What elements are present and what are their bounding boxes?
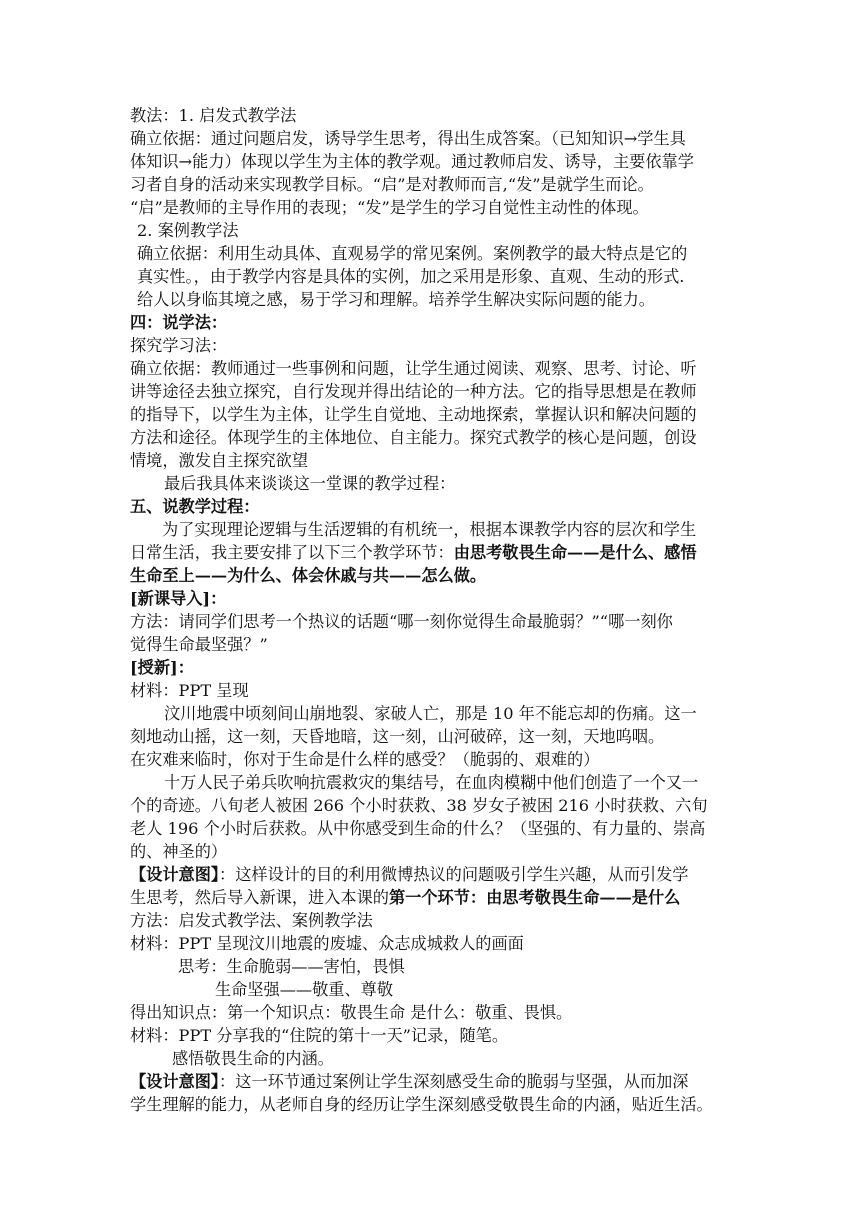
text-line: “启”是教师的主导作用的表现；“发”是学生的学习自觉性主动性的体现。 [130, 198, 649, 217]
text-span: 日常生活，我主要安排了以下三个教学环节： [130, 543, 454, 562]
text-line: 材料：PPT 呈现汶川地震的废墟、众志成城救人的画面 [130, 934, 524, 953]
text-line: 生命至上——为什么、体会休戚与共——怎么做。 [130, 566, 487, 585]
text-line: 确立依据：利用生动具体、直观易学的常见案例。案例教学的最大特点是它的 [137, 244, 688, 263]
text-line: 探究学习法： [130, 336, 228, 355]
bold-span: 由思考敬畏生命——是什么、感悟 [453, 543, 697, 562]
text-line: 2. 案例教学法 [137, 221, 239, 240]
subsection-heading: [新课导入]： [130, 589, 227, 608]
text-line: 材料：PPT 呈现 [130, 681, 249, 700]
text-line: 确立依据：教师通过一些事例和问题，让学生通过阅读、观察、思考、讨论、听 [130, 359, 697, 378]
text-line: 教法：1. 启发式教学法 [130, 106, 297, 125]
text-span: ：这一环节通过案例让学生深刻感受生命的脆弱与坚强，从而加深 [219, 1072, 689, 1091]
section-heading: 五、说教学过程： [130, 497, 260, 516]
text-line: 的、神圣的） [130, 842, 228, 861]
text-line: 情境，激发自主探究欲望 [130, 451, 309, 470]
text-line: 给人以身临其境之感，易于学习和理解。培养学生解决实际问题的能力。 [137, 290, 655, 309]
text-line: 在灾难来临时，你对于生命是什么样的感受？（脆弱的、艰难的） [130, 750, 600, 769]
text-line [130, 863, 688, 886]
text-line: 材料：PPT 分享我的“住院的第十一天”记录，随笔。 [130, 1026, 509, 1045]
text-line [130, 1070, 688, 1093]
text-line: 十万人民子弟兵吹响抗震救灾的集结号，在血肉模糊中他们创造了一个又一 [164, 773, 699, 792]
text-line: 刻地动山摇，这一刻，天昏地暗，这一刻，山河破碎，这一刻，天地呜咽。 [130, 727, 665, 746]
text-line: 习者自身的活动来实现教学目标。“启”是对教师而言,“发”是就学生而论。 [130, 175, 654, 194]
text-line: 觉得生命最坚强？” [130, 635, 268, 654]
bold-span: 【设计意图】 [130, 1072, 220, 1091]
text-line: 汶川地震中顷刻间山崩地裂、家破人亡，那是 10 年不能忘却的伤痛。这一 [164, 704, 697, 723]
text-line: 得出知识点：第一个知识点：敬畏生命 是什么：敬重、畏惧。 [130, 1003, 573, 1022]
text-line: 学生理解的能力，从老师自身的经历让学生深刻感受敬畏生命的内涵，贴近生活。 [130, 1095, 713, 1114]
text-line: 生命坚强——敬重、尊敬 [215, 980, 394, 999]
bold-span: 【设计意图】 [130, 865, 220, 884]
text-line: 为了实现理论逻辑与生活逻辑的有机统一，根据本课教学内容的层次和学生 [162, 520, 697, 539]
text-line: 方法和途径。体现学生的主体地位、自主能力。探究式教学的核心是问题，创设 [130, 428, 697, 447]
text-line: 真实性。，由于教学内容是具体的实例，加之采用是形象、直观、生动的形式. [137, 267, 685, 286]
text-line: 思考：生命脆弱——害怕，畏惧 [178, 957, 405, 976]
text-line: 方法：启发式教学法、案例教学法 [130, 911, 373, 930]
text-line: 讲等途径去独立探究，自行发现并得出结论的一种方法。它的指导思想是在教师 [130, 382, 697, 401]
text-line: 老人 196 个小时后获救。从中你感受到生命的什么？（坚强的、有力量的、崇高 [130, 819, 706, 838]
text-line: 确立依据：通过问题启发，诱导学生思考，得出生成答案。（已知知识→学生具 [130, 129, 686, 148]
text-line: 个的奇迹。八旬老人被困 266 个小时获救、38 岁女子被困 216 小时获救、六旬 [130, 796, 708, 815]
text-line [130, 886, 680, 909]
text-line: 的指导下，以学生为主体，让学生自觉地、主动地探索，掌握认识和解决问题的 [130, 405, 697, 424]
text-line [130, 541, 697, 564]
text-line: 体知识→能力）体现以学生为主体的教学观。通过教师启发、诱导，主要依靠学 [130, 152, 694, 171]
text-line: 感悟敬畏生命的内涵。 [172, 1049, 334, 1068]
bold-span: 第一个环节：由思考敬畏生命——是什么 [389, 888, 681, 907]
text-span: ：这样设计的目的利用微博热议的问题吸引学生兴趣，从而引发学 [219, 865, 689, 884]
text-line: 方法：请同学们思考一个热议的话题“哪一刻你觉得生命最脆弱？”“哪一刻你 [130, 612, 673, 631]
section-heading: 四：说学法： [130, 313, 228, 332]
text-line: 最后我具体来谈谈这一堂课的教学过程： [164, 474, 456, 493]
text-span: 生思考，然后导入新课，进入本课的 [130, 888, 389, 907]
subsection-heading: [授新]： [130, 658, 194, 677]
